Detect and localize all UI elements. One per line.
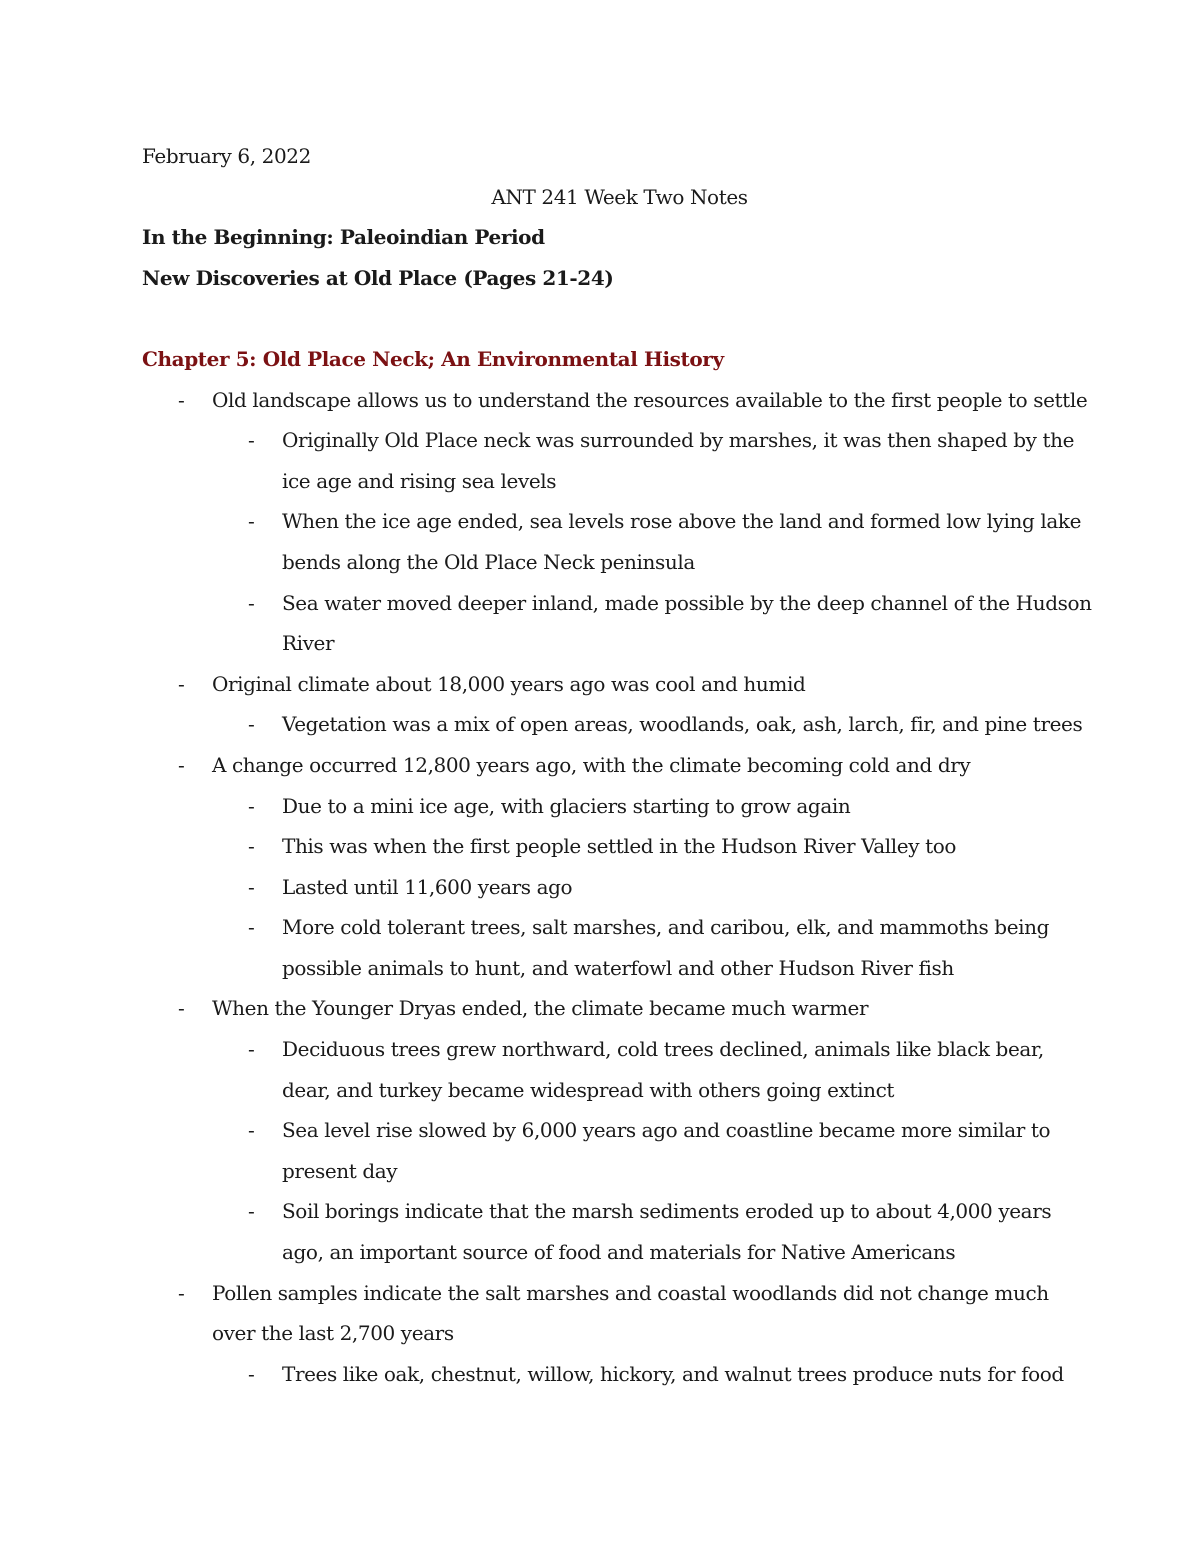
note-text-line: River [282, 631, 335, 656]
blank-line [142, 298, 1072, 339]
bullet-dash: - [248, 509, 255, 534]
chapter-heading: Chapter 5: Old Place Neck; An Environmental History [142, 346, 724, 371]
note-text-line: dear, and turkey became widespread with others going extinct [282, 1077, 895, 1102]
note-text-line: Pollen samples indicate the salt marshes and coastal woodlands did not change much [212, 1280, 1049, 1305]
bullet-dash: - [178, 387, 185, 412]
bullet-dash: - [178, 671, 185, 696]
note-item-level-1 [142, 380, 1088, 421]
bullet-dash: - [248, 428, 255, 453]
document-date: February 6, 2022 [142, 144, 311, 168]
bullet-dash: - [248, 712, 255, 737]
note-item-level-2 [142, 420, 1075, 501]
note-item-level-1 [142, 1273, 1072, 1354]
document-page [142, 136, 1092, 1394]
note-text-line: Sea level rise slowed by 6,000 years ago and coastline became more similar to [282, 1118, 1051, 1143]
note-item-level-2 [142, 786, 1072, 827]
note-text-line: More cold tolerant trees, salt marshes, and caribou, elk, and mammoths being [282, 915, 1050, 940]
note-item-level-2 [142, 1354, 1072, 1395]
note-item-level-1 [142, 988, 1072, 1029]
bullet-dash: - [248, 1199, 255, 1224]
note-text-line: Originally Old Place neck was surrounded by marshes, it was then shaped by the [282, 428, 1075, 453]
note-text-line: Due to a mini ice age, with glaciers starting to grow again [282, 793, 851, 818]
note-item-level-2 [142, 1029, 1072, 1110]
bullet-dash: - [248, 590, 255, 615]
note-text-line: When the ice age ended, sea levels rose above the land and formed low lying lake [282, 509, 1082, 534]
note-text-line: ice age and rising sea levels [282, 468, 557, 493]
bullet-dash: - [248, 793, 255, 818]
bullet-dash: - [248, 874, 255, 899]
note-text-line: A change occurred 12,800 years ago, with the climate becoming cold and dry [212, 752, 971, 777]
note-item-level-2 [142, 826, 1072, 867]
note-item-level-2 [142, 583, 1092, 664]
bullet-dash: - [178, 752, 185, 777]
note-item-level-2 [142, 704, 1083, 745]
note-text-line: This was when the first people settled in the Hudson River Valley too [282, 834, 957, 859]
note-text-line: When the Younger Dryas ended, the climate became much warmer [212, 996, 869, 1021]
note-item-level-2 [142, 501, 1082, 582]
note-text-line: Trees like oak, chestnut, willow, hickory, and walnut trees produce nuts for food [282, 1361, 1064, 1386]
bullet-dash: - [248, 915, 255, 940]
bullet-dash: - [178, 996, 185, 1021]
document-title: ANT 241 Week Two Notes [491, 184, 748, 209]
note-text-line: Vegetation was a mix of open areas, woodlands, oak, ash, larch, fir, and pine trees [282, 712, 1083, 737]
notes-list [142, 380, 1092, 1395]
note-item-level-2 [142, 867, 1072, 908]
note-text-line: Original climate about 18,000 years ago was cool and humid [212, 671, 806, 696]
bullet-dash: - [248, 834, 255, 859]
note-item-level-2 [142, 907, 1072, 988]
note-text-line: Soil borings indicate that the marsh sediments eroded up to about 4,000 years [282, 1199, 1052, 1224]
note-text-line: over the last 2,700 years [212, 1321, 454, 1346]
note-text-line: ago, an important source of food and materials for Native Americans [282, 1240, 956, 1265]
note-item-level-2 [142, 1191, 1072, 1272]
note-text-line: Old landscape allows us to understand the resources available to the first people to settle [212, 387, 1088, 412]
bullet-dash: - [248, 1037, 255, 1062]
note-item-level-1 [142, 745, 1072, 786]
note-text-line: bends along the Old Place Neck peninsula [282, 549, 695, 574]
bullet-dash: - [248, 1361, 255, 1386]
bullet-dash: - [178, 1280, 185, 1305]
note-text-line: Lasted until 11,600 years ago [282, 874, 573, 899]
note-text-line: possible animals to hunt, and waterfowl and other Hudson River fish [282, 955, 954, 980]
note-text-line: present day [282, 1158, 398, 1183]
section-heading-period: In the Beginning: Paleoindian Period [142, 225, 545, 250]
bullet-dash: - [248, 1118, 255, 1143]
note-text-line: Sea water moved deeper inland, made possible by the deep channel of the Hudson [282, 590, 1092, 615]
note-item-level-1 [142, 664, 1072, 705]
note-item-level-2 [142, 1110, 1072, 1191]
note-text-line: Deciduous trees grew northward, cold trees declined, animals like black bear, [282, 1037, 1044, 1062]
section-heading-reading: New Discoveries at Old Place (Pages 21-24) [142, 265, 614, 290]
